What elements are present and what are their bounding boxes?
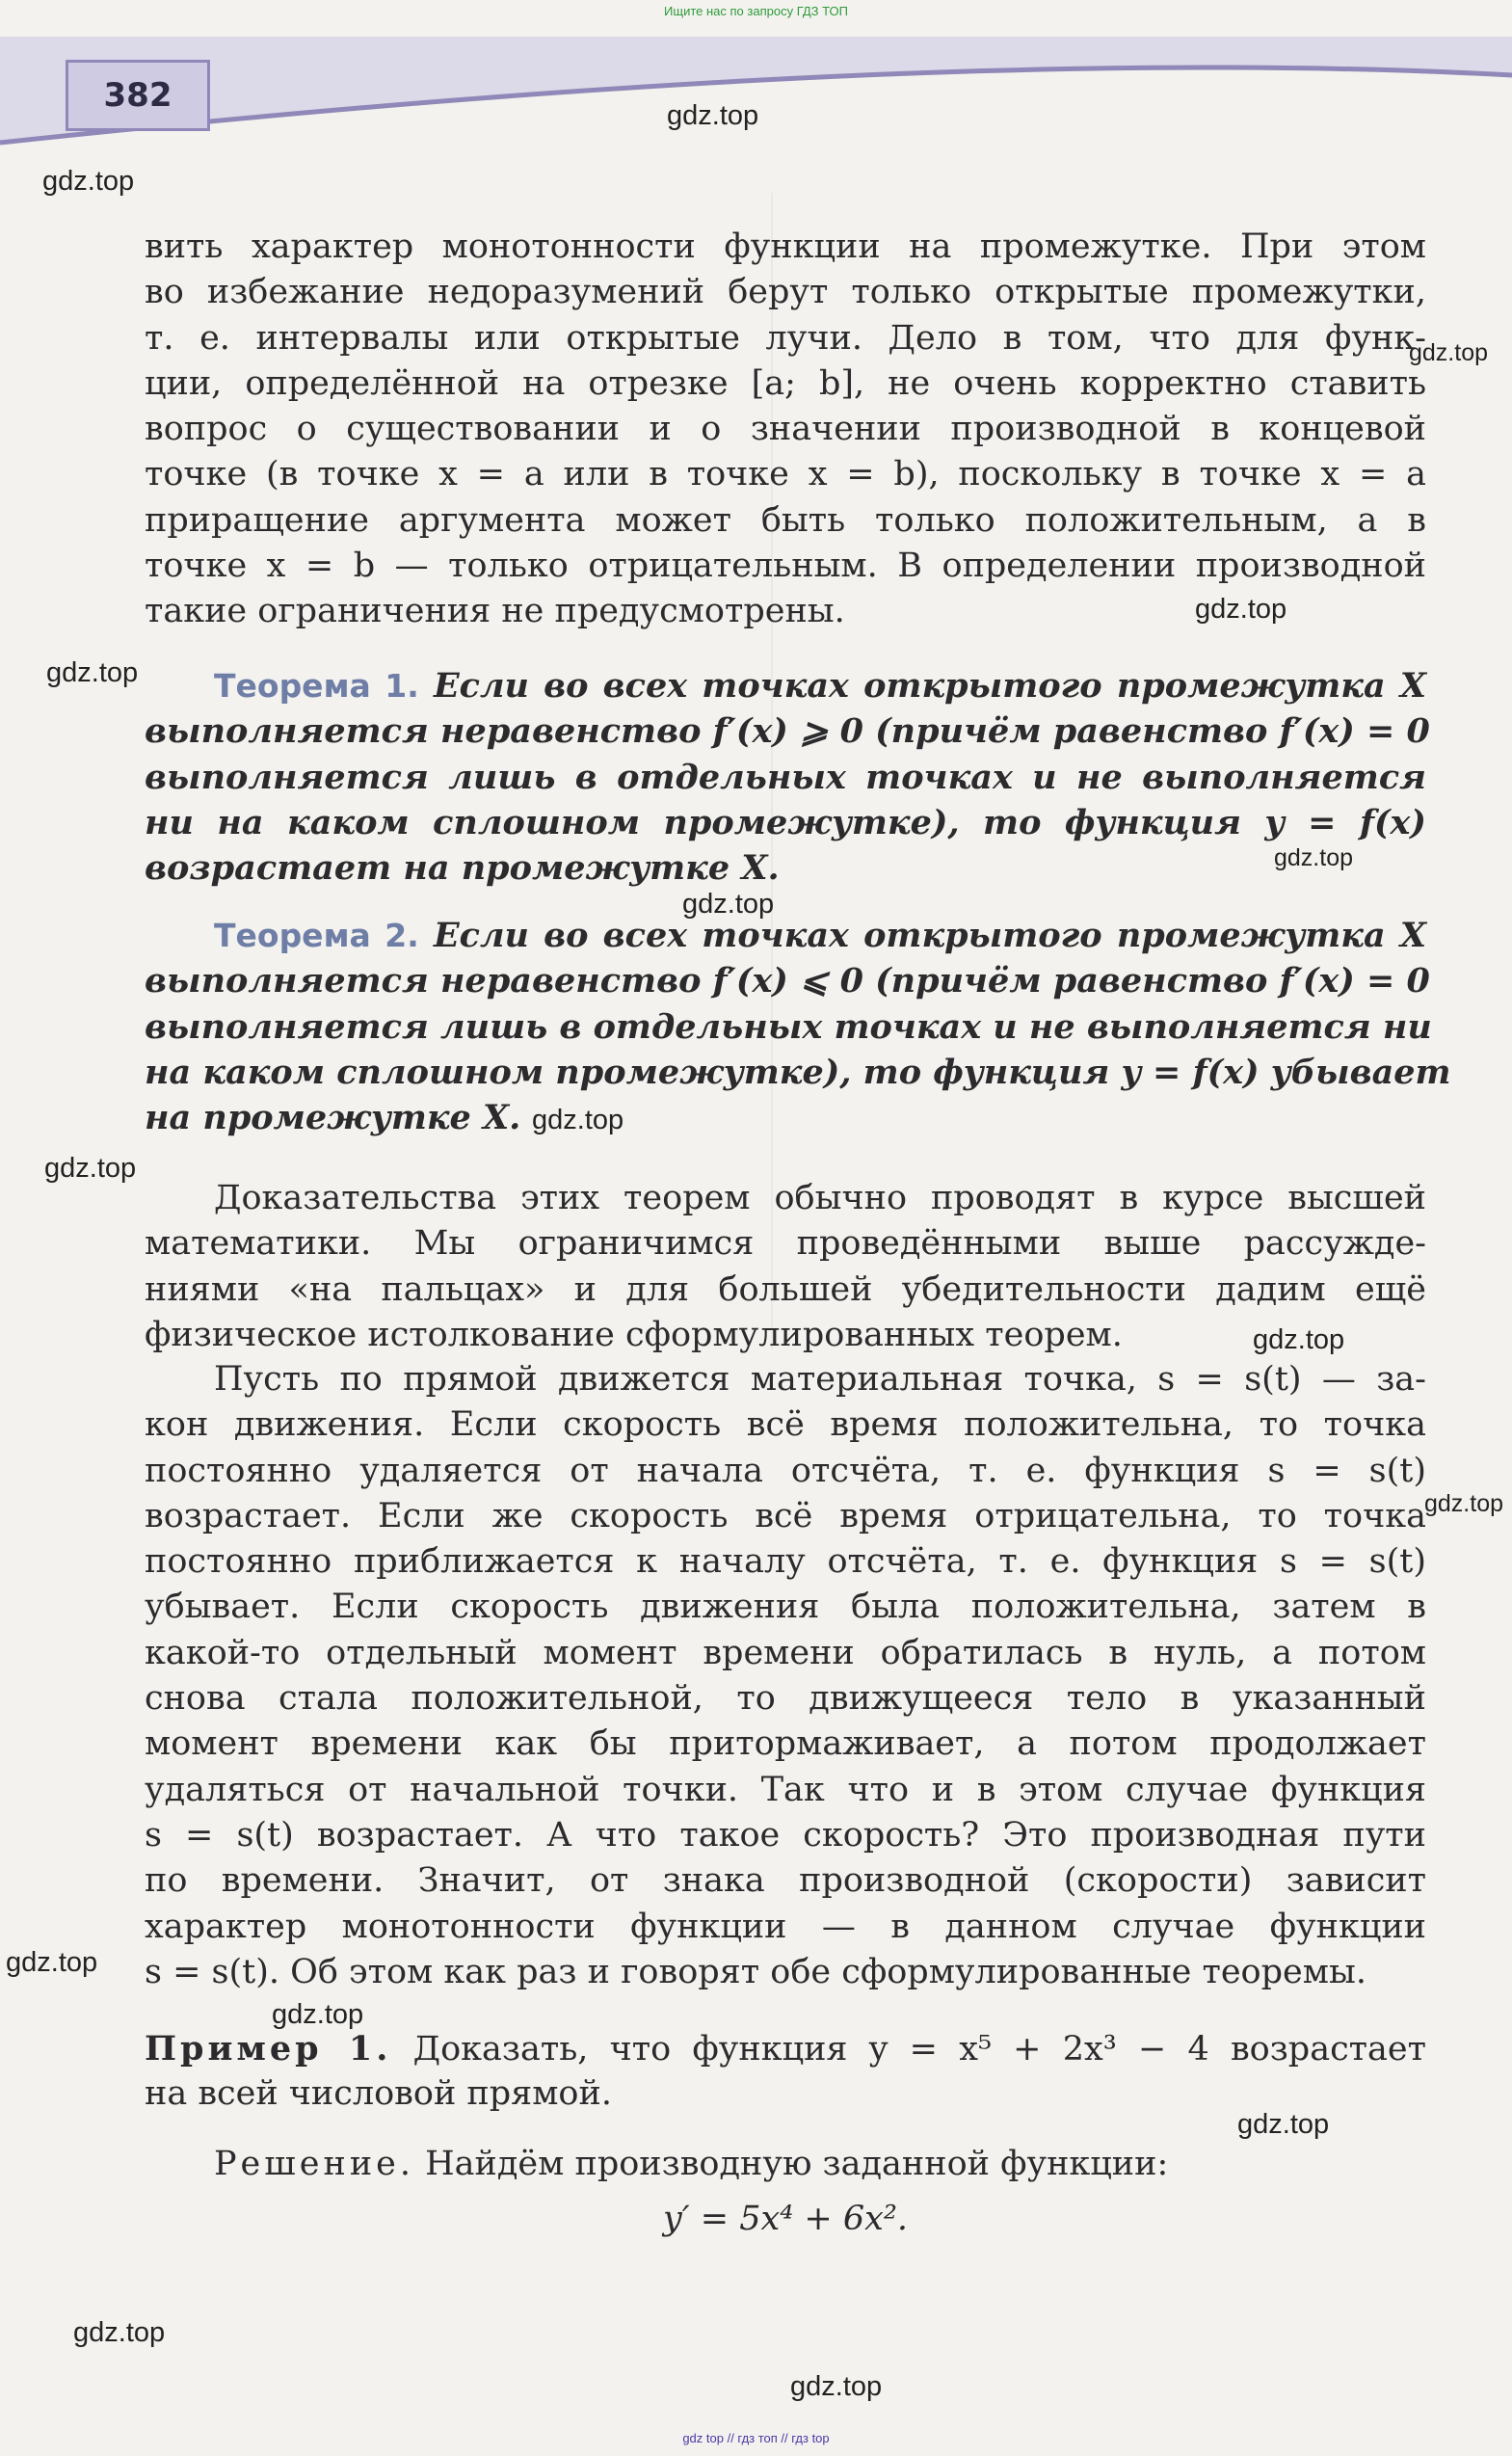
watermark: gdz.top — [1409, 339, 1489, 366]
watermark: gdz.top — [42, 166, 135, 197]
text-line: Доказательства этих теорем обычно проводят в курсе высшей — [214, 1179, 1426, 1217]
text-line: Пусть по прямой движется материальная точка, s = s(t) — за- — [214, 1360, 1426, 1399]
solution-label: Решение. — [214, 2145, 415, 2183]
example-first-line — [145, 2026, 1426, 2071]
watermark: gdz.top — [790, 2371, 883, 2402]
text-line: s = s(t). Об этом как раз и говорят обе сформулированные теоремы. — [145, 1952, 1366, 1991]
watermark: gdz.top — [1237, 2109, 1330, 2140]
watermark: gdz.top — [1274, 844, 1354, 871]
text-line: выполняется неравенство f′(x) ⩾ 0 (причём равенство f′(x) = 0 — [145, 711, 1430, 752]
solution-text: Найдём производную заданной функции: — [425, 2145, 1169, 2183]
text-line: точке x = b — только отрицательным. В определении производной — [145, 547, 1426, 586]
solution — [145, 2142, 1426, 2243]
example-label: Пример 1. — [145, 2029, 392, 2069]
text-line: во избежание недоразумений берут только открытые промежутки, — [145, 273, 1426, 312]
text-line: убывает. Если скорость движения была положительна, затем в — [145, 1588, 1426, 1627]
theorem-first-line — [145, 913, 1426, 958]
example-text: Доказать, что функция y = x⁵ + 2x³ − 4 возрастает — [412, 2030, 1426, 2069]
paragraph-3 — [145, 1357, 1426, 1995]
theorem-label: Теорема 2. — [214, 917, 419, 954]
text-line: вопрос о существовании и о значении производной в концевой — [145, 410, 1426, 449]
watermark: gdz.top — [682, 889, 775, 920]
watermark: gdz.top — [46, 657, 139, 688]
example-1 — [145, 2026, 1426, 2118]
text-line: точке (в точке x = a или в точке x = b), поскольку в точке x = a — [145, 455, 1426, 494]
formula: y′ = 5x⁴ + 6x². — [662, 2200, 909, 2239]
text-line: приращение аргумента может быть только положительным, а в — [145, 500, 1426, 540]
paragraph-2 — [145, 1176, 1426, 1358]
text-line: возрастает. Если же скорость всё время отрицательна, то точка — [145, 1496, 1426, 1535]
theorem-text: Если во всех точках открытого промежутка X — [433, 916, 1426, 955]
header-band — [0, 37, 1512, 152]
text-line: выполняется неравенство f′(x) ⩽ 0 (причём равенство f′(x) = 0 — [145, 961, 1430, 1001]
watermark: gdz.top — [272, 1999, 364, 2030]
text-line: кон движения. Если скорость всё время положительна, то точка — [145, 1405, 1426, 1445]
text-line: ни на каком сплошном промежутке), то функция y = f(x) — [145, 802, 1426, 842]
theorem-text: Если во всех точках открытого промежутка X — [433, 666, 1426, 706]
watermark: gdz.top — [44, 1153, 137, 1184]
text-line: s = s(t) возрастает. А что такое скорость? Это производная пути — [145, 1815, 1426, 1855]
page-number: 382 — [66, 60, 210, 131]
text-line: вить характер монотонности функции на промежутке. При этом — [145, 227, 1426, 266]
text-line: характер монотонности функции — в данном случае функции — [145, 1907, 1426, 1946]
text-line: какой-то отдельный момент времени обратилась в нуль, а потом — [145, 1633, 1426, 1672]
theorem-2 — [145, 913, 1451, 1140]
text-line: такие ограничения не предусмотрены. — [145, 592, 845, 631]
text-line: снова стала положительной, то движущееся тело в указанный — [145, 1679, 1426, 1719]
theorem-first-line — [145, 663, 1426, 708]
text-line: физическое истолкование сформулированных теорем. — [145, 1315, 1123, 1354]
text-line: по времени. Значит, от знака производной (скорости) зависит — [145, 1861, 1426, 1901]
text-line: возрастает на промежутке X. — [145, 848, 780, 889]
text-line: постоянно приближается к началу отсчёта, т. е. функция s = s(t) — [145, 1542, 1426, 1582]
text-line: ниями «на пальцах» и для большей убедительности дадим ещё — [145, 1269, 1426, 1309]
watermark: gdz.top — [1253, 1324, 1345, 1355]
text-line: выполняется лишь в отдельных точках и не выполняется ни — [145, 1006, 1432, 1047]
text-line: на всей числовой прямой. — [145, 2074, 612, 2114]
paragraph-1 — [145, 225, 1426, 635]
watermark: gdz.top — [667, 100, 759, 131]
text-line: ции, определённой на отрезке [a; b], не очень корректно ставить — [145, 363, 1426, 403]
watermark: gdz.top — [6, 1947, 98, 1978]
top-note: Ищите нас по запросу ГДЗ ТОП — [664, 4, 848, 18]
text-line: т. е. интервалы или открытые лучи. Дело в том, что для функ- — [145, 318, 1426, 358]
theorem-label: Теорема 1. — [214, 667, 419, 705]
text-line: на каком сплошном промежутке), то функция y = f(x) убывает — [145, 1052, 1451, 1092]
watermark: gdz.top — [1424, 1490, 1504, 1517]
solution-line — [145, 2142, 1426, 2187]
text-line: удаляться от начальной точки. Так что и в этом случае функция — [145, 1770, 1426, 1809]
text-line: на промежутке X. — [145, 1098, 521, 1138]
text-line: математики. Мы ограничимся проведёнными выше рассужде- — [145, 1224, 1426, 1264]
text-line: выполняется лишь в отдельных точках и не выполняется — [145, 757, 1426, 797]
watermark: gdz.top — [532, 1105, 624, 1135]
watermark: gdz.top — [1195, 594, 1287, 625]
theorem-1 — [145, 663, 1430, 891]
text-line: момент времени как бы притормаживает, а потом продолжает — [145, 1724, 1426, 1764]
text-line: постоянно удаляется от начала отсчёта, т. е. функция s = s(t) — [145, 1451, 1426, 1490]
watermark: gdz.top — [73, 2317, 166, 2348]
bottom-note: gdz top // гдз топ // гдз top — [682, 2431, 830, 2445]
